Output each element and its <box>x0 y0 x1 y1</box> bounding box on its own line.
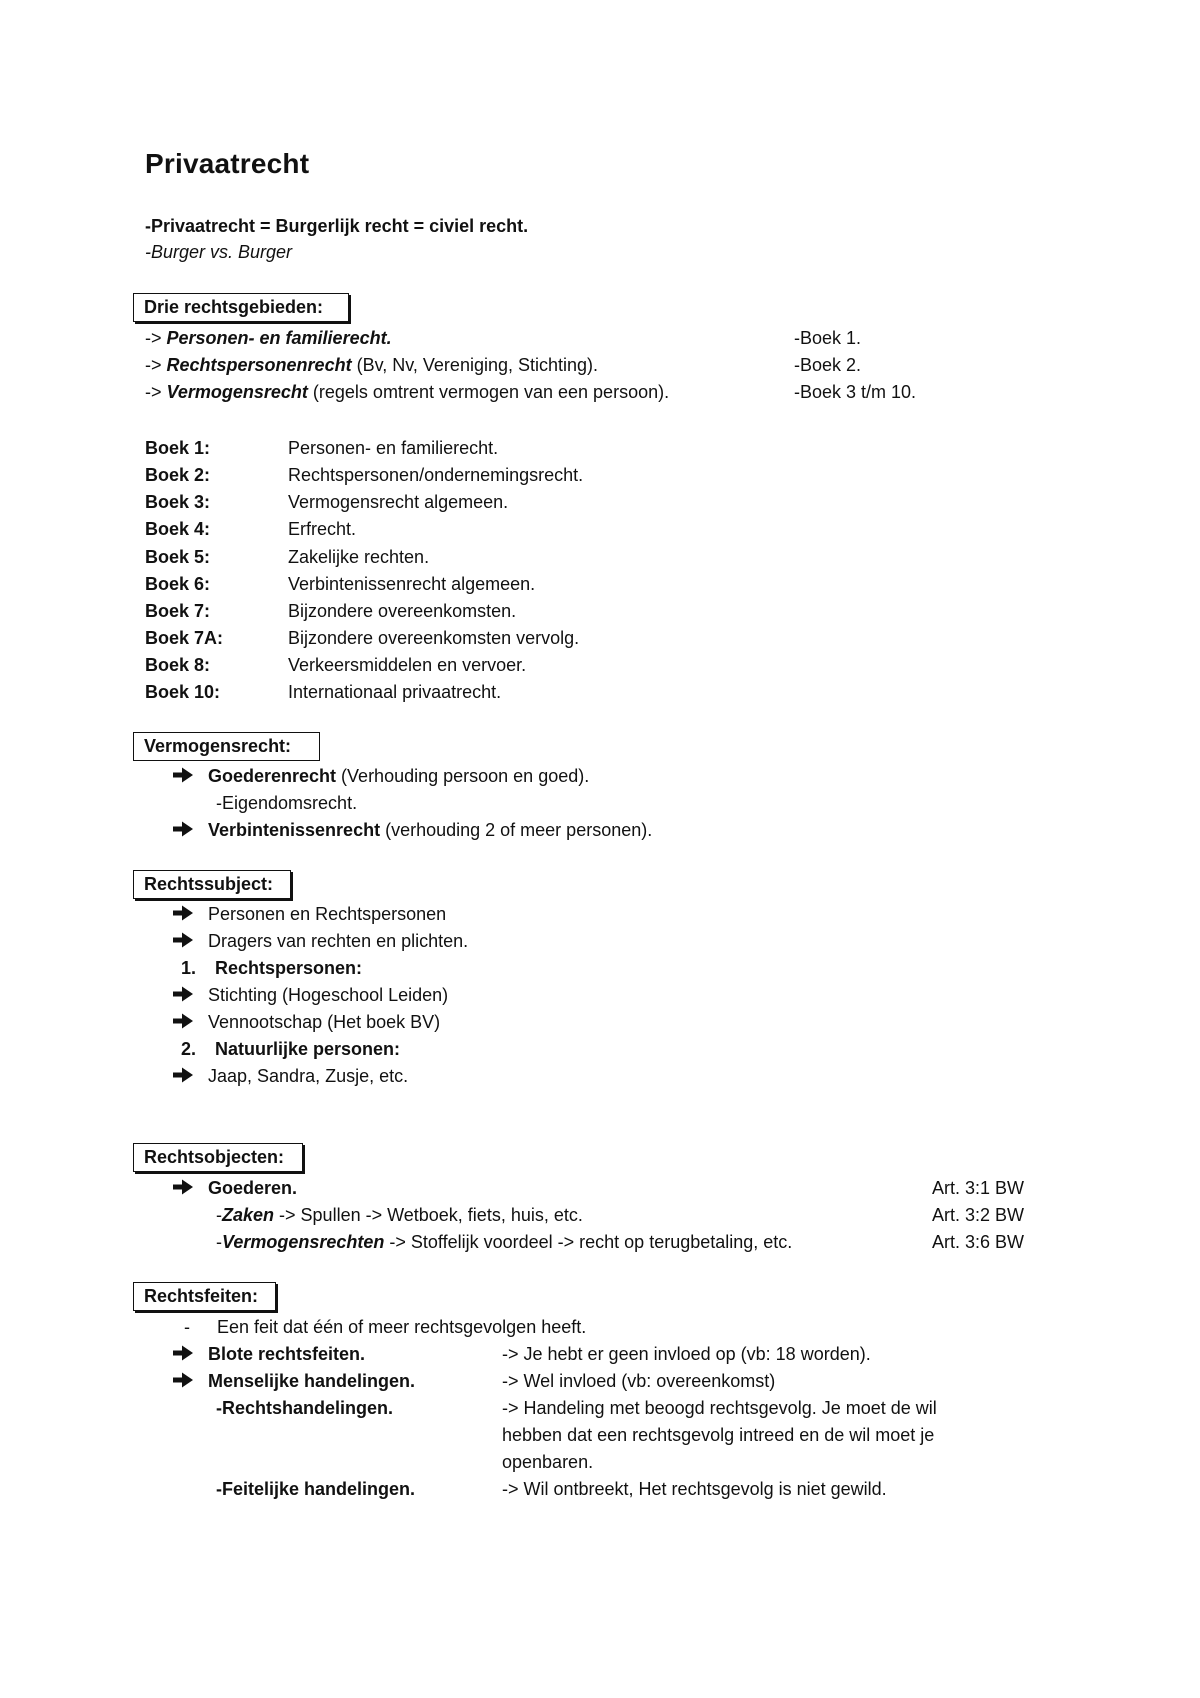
boek-desc: Erfrecht. <box>288 519 357 539</box>
feitelijke-handelingen-label: -Feitelijke handelingen. <box>216 1479 416 1499</box>
vermogensrechten-dash: - <box>216 1232 222 1252</box>
zaken-dash: - <box>216 1205 222 1225</box>
arrow-bullet-icon <box>172 1178 194 1196</box>
arrow-bullet-icon <box>172 931 194 949</box>
boek-label: Boek 8: <box>145 655 211 675</box>
menselijke-handelingen-item <box>172 1369 415 1393</box>
menselijke-handelingen-desc: -> Wel invloed (vb: overeenkomst) <box>502 1371 776 1391</box>
rechtssubject-text: Personen en Rechtspersonen <box>208 904 447 924</box>
rechtssubject-item <box>172 1010 440 1034</box>
boek-label: Boek 6: <box>145 574 211 594</box>
vermogensrechten-desc: -> Stoffelijk voordeel -> recht op terugbetaling, etc. <box>384 1232 793 1252</box>
blote-rechtsfeiten-item <box>172 1342 365 1366</box>
rechtsfeiten-intro: Een feit dat één of meer rechtsgevolgen heeft. <box>217 1317 587 1337</box>
zaken-article: Art. 3:2 BW <box>932 1205 1025 1225</box>
vermogensrechten-item <box>216 1230 792 1254</box>
rechtssubject-text: Stichting (Hogeschool Leiden) <box>208 985 449 1005</box>
section-heading-rechtssubject: Rechtssubject: <box>133 870 291 899</box>
drie-row-3-rest: (regels omtrent vermogen van een persoon). <box>307 382 670 402</box>
drie-row-2-term: Rechtspersonenrecht <box>166 355 352 375</box>
numbered-label: Natuurlijke personen: <box>215 1039 401 1059</box>
intro-line-2: -Burger vs. Burger <box>145 242 293 262</box>
section-heading-rechtsobjecten: Rechtsobjecten: <box>133 1143 303 1172</box>
feitelijke-handelingen-desc: -> Wil ontbreekt, Het rechtsgevolg is niet gewild. <box>502 1479 887 1499</box>
arrow-bullet-icon <box>172 1371 194 1389</box>
drie-row-3-term: Vermogensrecht <box>166 382 308 402</box>
blote-rechtsfeiten-desc: -> Je hebt er geen invloed op (vb: 18 worden). <box>502 1344 871 1364</box>
arrow-bullet-icon <box>172 904 194 922</box>
arrow-bullet-icon <box>172 1012 194 1030</box>
boek-label: Boek 10: <box>145 682 221 702</box>
boek-desc: Verbintenissenrecht algemeen. <box>288 574 536 594</box>
drie-row-1-boek: -Boek 1. <box>794 328 862 348</box>
vermogensrecht-item-2 <box>172 818 652 842</box>
intro-line-1: -Privaatrecht = Burgerlijk recht = civiel recht. <box>145 216 529 236</box>
boek-label: Boek 7A: <box>145 628 224 648</box>
boek-desc: Personen- en familierecht. <box>288 438 499 458</box>
arrow-bullet-icon <box>172 820 194 838</box>
boek-desc: Internationaal privaatrecht. <box>288 682 502 702</box>
rechtshandelingen-desc-1: -> Handeling met beoogd rechtsgevolg. Je moet de wil <box>502 1398 937 1418</box>
numbered-label: Rechtspersonen: <box>215 958 363 978</box>
boek-desc: Bijzondere overeenkomsten vervolg. <box>288 628 580 648</box>
verbintenissenrecht-desc: (verhouding 2 of meer personen). <box>380 820 653 840</box>
zaken-desc: -> Spullen -> Wetboek, fiets, huis, etc. <box>274 1205 583 1225</box>
zaken-term: Zaken <box>222 1205 275 1225</box>
drie-row-2 <box>145 353 598 377</box>
drie-row-1-prefix: -> <box>145 328 167 348</box>
boek-label: Boek 7: <box>145 601 211 621</box>
vermogensrechten-article: Art. 3:6 BW <box>932 1232 1025 1252</box>
list-number: 1. <box>181 958 197 978</box>
section-heading-rechtsfeiten: Rechtsfeiten: <box>133 1282 276 1311</box>
rechtssubject-text: Vennootschap (Het boek BV) <box>208 1012 441 1032</box>
menselijke-handelingen-label: Menselijke handelingen. <box>208 1371 416 1391</box>
boek-desc: Bijzondere overeenkomsten. <box>288 601 517 621</box>
boek-desc: Verkeersmiddelen en vervoer. <box>288 655 527 675</box>
rechtsfeiten-dash: - <box>184 1317 190 1337</box>
boek-desc: Zakelijke rechten. <box>288 547 430 567</box>
drie-row-2-rest: (Bv, Nv, Vereniging, Stichting). <box>351 355 599 375</box>
numbered-item-2 <box>181 1037 400 1061</box>
page-title: Privaatrecht <box>145 148 310 179</box>
rechtssubject-item <box>172 929 468 953</box>
rechtssubject-item <box>172 902 446 926</box>
vermogensrecht-item-1 <box>172 764 589 788</box>
drie-row-3-prefix: -> <box>145 382 167 402</box>
rechtssubject-item <box>172 983 448 1007</box>
rechtshandelingen-desc-3: openbaren. <box>502 1452 594 1472</box>
boek-label: Boek 4: <box>145 519 211 539</box>
section-heading-vermogensrecht: Vermogensrecht: <box>133 732 320 761</box>
arrow-bullet-icon <box>172 985 194 1003</box>
drie-row-1-term: Personen- en familierecht. <box>166 328 392 348</box>
arrow-bullet-icon <box>172 766 194 784</box>
goederen-article: Art. 3:1 BW <box>932 1178 1025 1198</box>
drie-row-3 <box>145 380 669 404</box>
boek-desc: Rechtspersonen/ondernemingsrecht. <box>288 465 584 485</box>
drie-row-1 <box>145 326 392 350</box>
drie-row-2-boek: -Boek 2. <box>794 355 862 375</box>
verbintenissenrecht-term: Verbintenissenrecht <box>208 820 381 840</box>
numbered-item-1 <box>181 956 362 980</box>
drie-row-3-boek: -Boek 3 t/m 10. <box>794 382 917 402</box>
boek-label: Boek 1: <box>145 438 211 458</box>
list-number: 2. <box>181 1039 197 1059</box>
drie-row-2-prefix: -> <box>145 355 167 375</box>
rechtssubject-text: Jaap, Sandra, Zusje, etc. <box>208 1066 409 1086</box>
goederen-label: Goederen. <box>208 1178 298 1198</box>
vermogensrechten-term: Vermogensrechten <box>222 1232 385 1252</box>
rechtssubject-text: Dragers van rechten en plichten. <box>208 931 469 951</box>
rechtshandelingen-desc-2: hebben dat een rechtsgevolg intreed en de wil moet je <box>502 1425 935 1445</box>
goederenrecht-desc: (Verhouding persoon en goed). <box>336 766 590 786</box>
rechtssubject-item <box>172 1064 408 1088</box>
zaken-item <box>216 1203 583 1227</box>
goederenrecht-term: Goederenrecht <box>208 766 337 786</box>
boek-desc: Vermogensrecht algemeen. <box>288 492 509 512</box>
eigendomsrecht-sub: -Eigendomsrecht. <box>216 793 358 813</box>
rechtshandelingen-label: -Rechtshandelingen. <box>216 1398 394 1418</box>
arrow-bullet-icon <box>172 1066 194 1084</box>
goederen-item <box>172 1176 297 1200</box>
boek-label: Boek 5: <box>145 547 211 567</box>
boek-label: Boek 3: <box>145 492 211 512</box>
blote-rechtsfeiten-label: Blote rechtsfeiten. <box>208 1344 366 1364</box>
arrow-bullet-icon <box>172 1344 194 1362</box>
boek-label: Boek 2: <box>145 465 211 485</box>
section-heading-drie-rechtsgebieden: Drie rechtsgebieden: <box>133 293 349 322</box>
